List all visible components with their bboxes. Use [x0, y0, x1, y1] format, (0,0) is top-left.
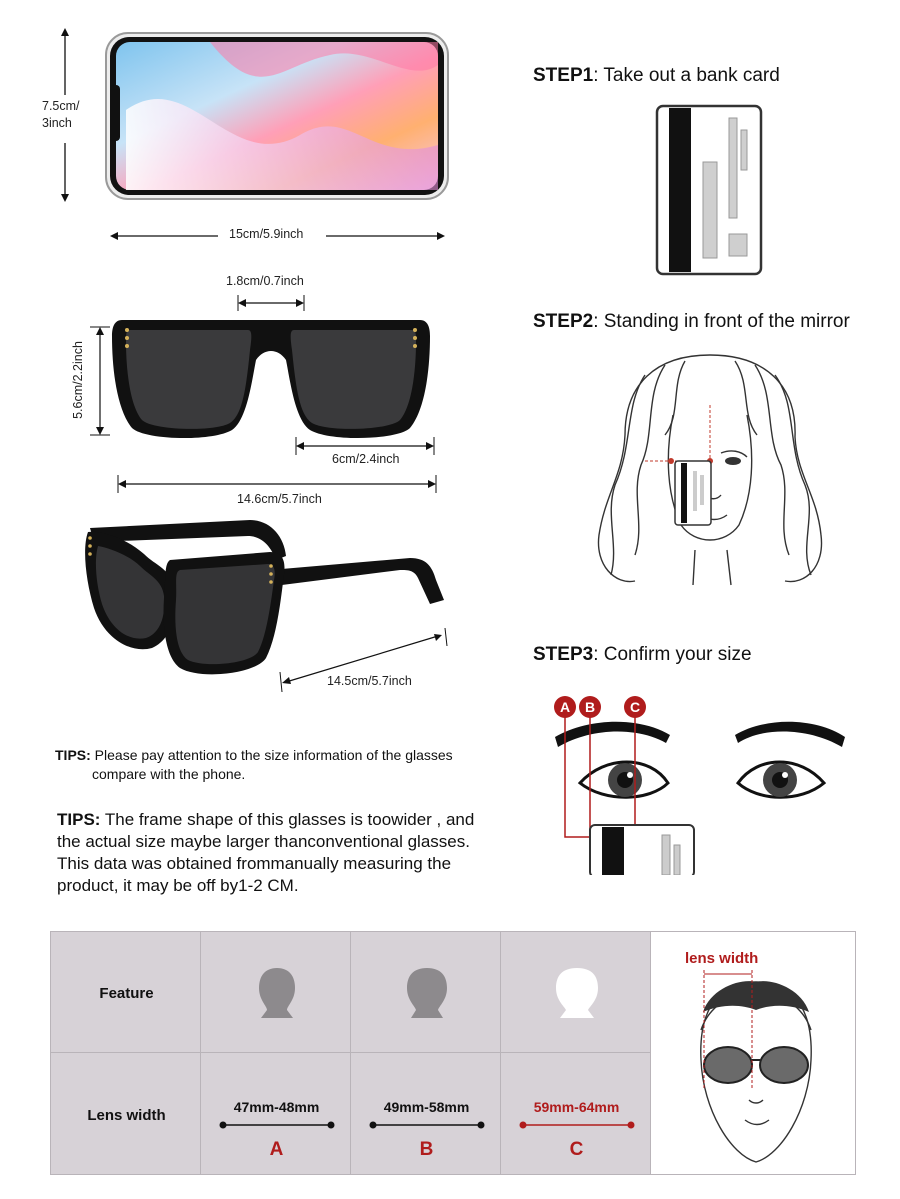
- lens-width-head-illustration: [681, 970, 831, 1170]
- tip2-line2: the actual size maybe larger thanconventional glasses.: [57, 832, 470, 851]
- phone-width-label: 15cm/5.9inch: [229, 227, 304, 241]
- size-c-letter: C: [569, 1139, 584, 1160]
- tip-frame-note: [57, 809, 497, 897]
- glasses-front-section: [60, 270, 460, 505]
- mirror-face-illustration: [585, 345, 835, 590]
- tip1-label: TIPS:: [55, 747, 91, 763]
- phone-height-label: 7.5cm/ 3inch: [42, 99, 80, 130]
- feature-label: Feature: [99, 985, 154, 1002]
- face-small-icon: [257, 966, 297, 1020]
- size-a-letter: A: [269, 1139, 284, 1160]
- total-width-label: 14.6cm/5.7inch: [237, 492, 322, 506]
- step3-text: : Confirm your size: [593, 644, 752, 665]
- size-b-range: 49mm-58mm: [383, 1099, 470, 1115]
- size-a-line: [219, 1119, 335, 1131]
- lens-width-diagram-label: lens width: [685, 950, 759, 967]
- face-medium-cell: [350, 931, 501, 1053]
- phone-section: [30, 25, 470, 255]
- temple-length-label: 14.5cm/5.7inch: [327, 674, 412, 688]
- size-b-cell: [350, 1052, 501, 1175]
- face-large-cell: [500, 931, 651, 1053]
- tip1-line1: Please pay attention to the size information of the glasses: [94, 747, 453, 763]
- step1-title: [533, 65, 780, 87]
- marker-a: A: [559, 699, 571, 715]
- step2-title: [533, 311, 850, 333]
- lens-width-diagram-cell: [650, 931, 856, 1175]
- tip2-line1: The frame shape of this glasses is toowider , and: [104, 810, 475, 829]
- tip2-line3: This data was obtained frommanually measuring the: [57, 854, 452, 873]
- size-table: [50, 931, 856, 1175]
- eyes-illustration: [550, 695, 850, 875]
- phone-illustration: [30, 25, 470, 255]
- feature-header-cell: [50, 931, 201, 1053]
- step3-eyes-diagram: [550, 695, 850, 875]
- size-c-line: [519, 1119, 635, 1131]
- face-large-icon: [554, 966, 600, 1020]
- lens-width-label: 6cm/2.4inch: [332, 452, 400, 466]
- bridge-width-label: 1.8cm/0.7inch: [226, 274, 304, 288]
- lens-width-header-cell: [50, 1052, 201, 1175]
- step2-label: STEP2: [533, 311, 594, 332]
- step2-text: : Standing in front of the mirror: [593, 311, 850, 332]
- size-c-cell: [500, 1052, 651, 1175]
- size-a-range: 47mm-48mm: [233, 1099, 320, 1115]
- face-small-cell: [200, 931, 351, 1053]
- lens-width-label: Lens width: [87, 1107, 166, 1124]
- size-b-letter: B: [419, 1139, 434, 1160]
- marker-b: B: [584, 699, 596, 715]
- glasses-side-illustration: [70, 508, 470, 698]
- bank-card-icon: [655, 104, 765, 278]
- size-c-range: 59mm-64mm: [533, 1099, 620, 1115]
- glasses-front-illustration: [60, 270, 460, 505]
- tip2-line4: product, it may be off by1-2 CM.: [57, 876, 299, 895]
- marker-c: C: [629, 699, 641, 715]
- step1-label: STEP1: [533, 65, 594, 86]
- step1-text: : Take out a bank card: [593, 65, 780, 86]
- tip-size-note: [55, 746, 495, 784]
- tip2-label: TIPS:: [57, 810, 101, 829]
- frame-height-label: 5.6cm/2.2inch: [71, 341, 85, 419]
- glasses-side-section: [70, 508, 470, 698]
- face-medium-icon: [405, 966, 449, 1020]
- step3-label: STEP3: [533, 644, 594, 665]
- tip1-line2: compare with the phone.: [92, 766, 246, 782]
- size-a-cell: [200, 1052, 351, 1175]
- size-b-line: [369, 1119, 485, 1131]
- step3-title: [533, 644, 752, 666]
